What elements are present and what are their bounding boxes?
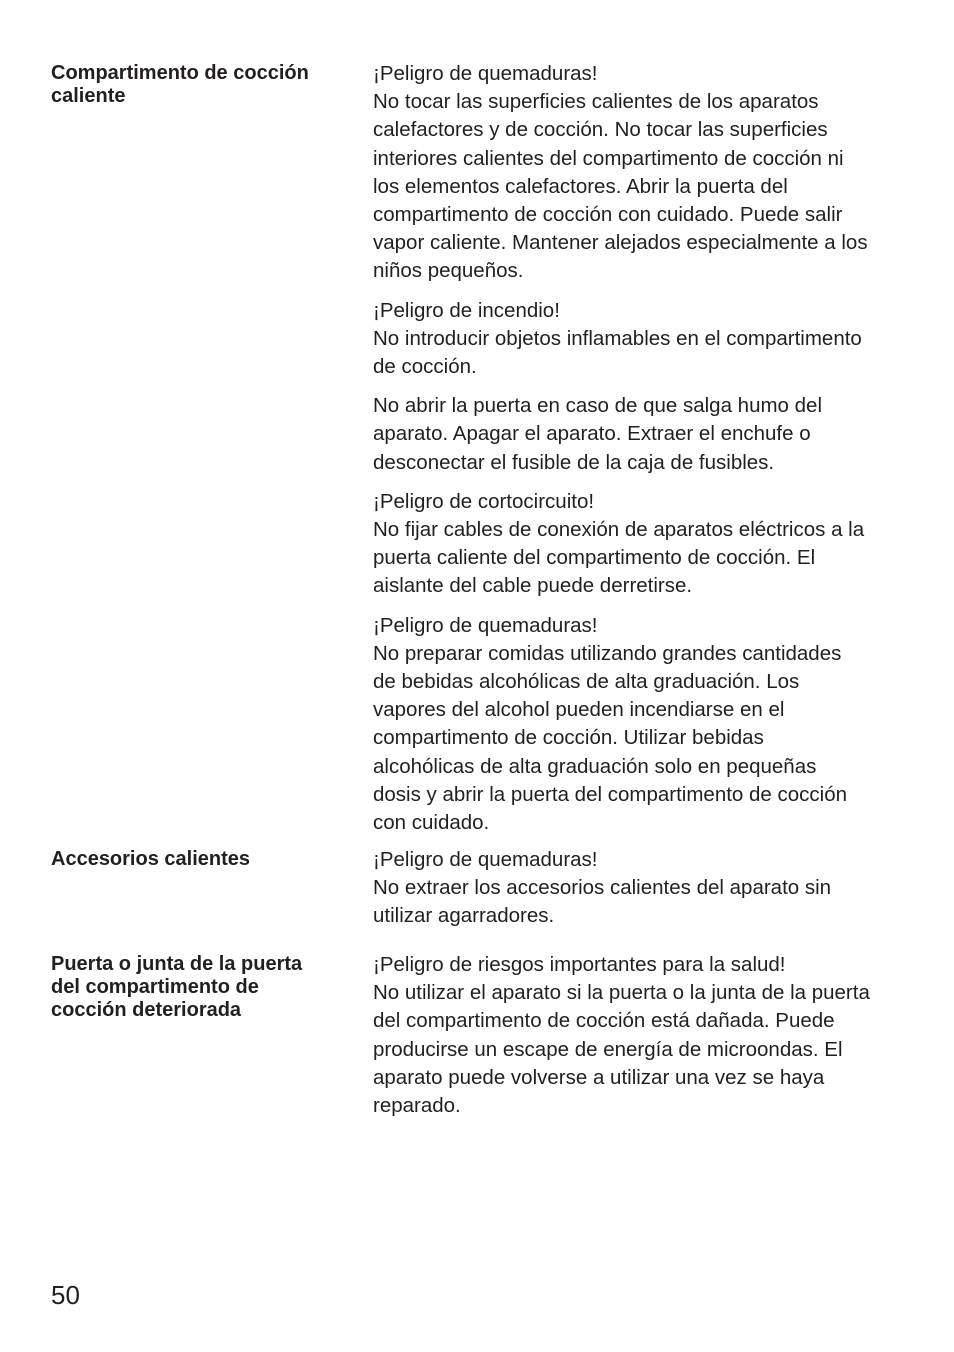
text-line: compartimento de cocción con cuidado. Puede salir (373, 203, 843, 227)
text-line: No introducir objetos inflamables en el compartimento (373, 326, 862, 350)
warning-paragraph (373, 60, 913, 286)
text-line: ¡Peligro de quemaduras! (373, 848, 598, 871)
label-line: caliente (51, 85, 126, 107)
text-line: No preparar comidas utilizando grandes cantidades (373, 641, 842, 665)
label-line: Puerta o junta de la puerta (51, 953, 303, 975)
text-line: utilizar agarradores. (373, 904, 555, 928)
text-line: ¡Peligro de quemaduras! (373, 613, 598, 637)
text-line: ¡Peligro de incendio! (373, 298, 560, 322)
warning-paragraph (373, 846, 913, 931)
text-line: calefactores y de cocción. No tocar las superficies (373, 118, 828, 142)
text-line: producirse un escape de energía de microondas. El (373, 1037, 843, 1061)
text-line: aparato puede volverse a utilizar una vez se haya (373, 1065, 825, 1089)
text-line: interiores calientes del compartimento de cocción ni (373, 146, 844, 170)
text-line: aislante del cable puede derretirse. (373, 574, 693, 598)
label-line: cocción deteriorada (51, 999, 242, 1021)
page-number: 50 (51, 1280, 80, 1310)
text-line: de bebidas alcohólicas de alta graduación. Los (373, 670, 800, 694)
warning-paragraph (373, 951, 913, 1120)
text-line: No tocar las superficies calientes de los aparatos (373, 90, 819, 114)
text-line: del compartimento de cocción está dañada. Puede (373, 1009, 835, 1033)
section-content (373, 60, 913, 848)
text-line: vapor caliente. Mantener alejados especialmente a los (373, 231, 868, 255)
text-line: No fijar cables de conexión de aparatos eléctricos a la (373, 518, 865, 542)
section-label (51, 848, 351, 871)
label-line: Accesorios calientes (51, 848, 250, 870)
text-line: puerta caliente del compartimento de cocción. El (373, 546, 816, 570)
text-line: de cocción. (373, 355, 477, 379)
section-label (51, 953, 351, 1022)
warning-paragraph (373, 392, 913, 477)
section-content (373, 846, 913, 942)
text-line: los elementos calefactores. Abrir la puerta del (373, 174, 788, 198)
label-line: del compartimento de (51, 976, 259, 998)
text-line: ¡Peligro de riesgos importantes para la salud! (373, 953, 786, 976)
text-line: No utilizar el aparato si la puerta o la junta de la puerta (373, 981, 870, 1005)
text-line: ¡Peligro de cortocircuito! (373, 489, 595, 513)
text-line: dosis y abrir la puerta del compartimento de cocción (373, 782, 848, 806)
text-line: ¡Peligro de quemaduras! (373, 62, 598, 85)
text-line: niños pequeños. (373, 259, 524, 283)
text-line: compartimento de cocción. Utilizar bebidas (373, 726, 764, 750)
text-line: No extraer los accesorios calientes del aparato sin (373, 876, 832, 900)
warning-paragraph (373, 612, 913, 838)
label-line: Compartimento de cocción (51, 62, 309, 84)
text-line: vapores del alcohol pueden incendiarse en el (373, 698, 785, 722)
text-line: No abrir la puerta en caso de que salga humo del (373, 394, 823, 418)
section-label (51, 62, 351, 108)
text-line: reparado. (373, 1094, 461, 1118)
section-content (373, 951, 913, 1131)
text-line: con cuidado. (373, 811, 490, 835)
text-line: alcohólicas de alta graduación solo en pequeñas (373, 754, 817, 778)
warning-paragraph (373, 488, 913, 601)
text-line: desconectar el fusible de la caja de fusibles. (373, 450, 775, 474)
text-line: aparato. Apagar el aparato. Extraer el enchufe o (373, 422, 811, 446)
warning-paragraph (373, 297, 913, 382)
